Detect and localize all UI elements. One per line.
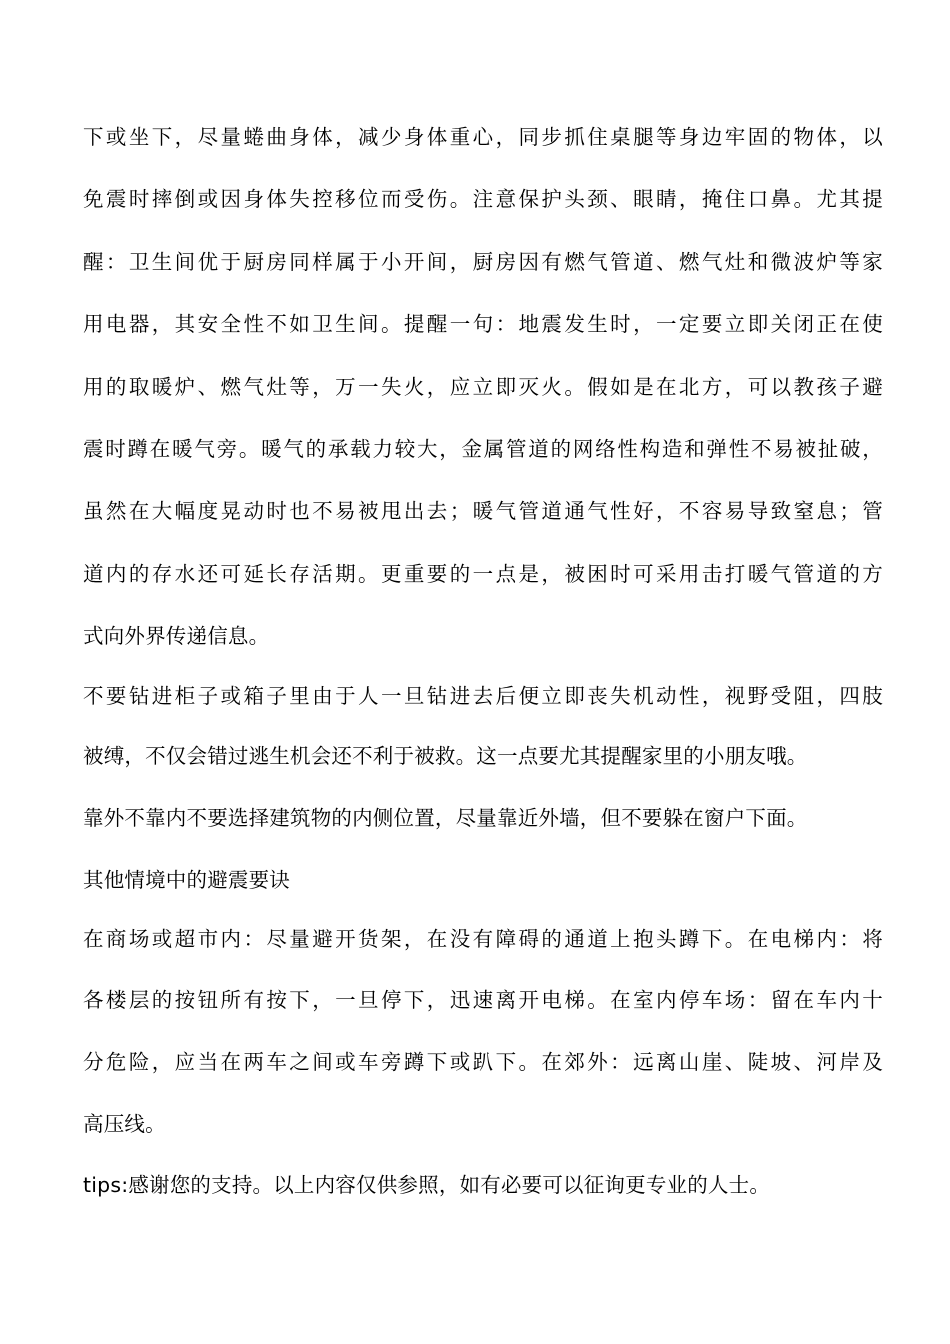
tips-note: tips:感谢您的支持。以上内容仅供参照，如有必要可以征询更专业的人士。 xyxy=(83,1173,771,1197)
paragraph-1-line-4: 用电器，其安全性不如卫生间。提醒一句：地震发生时，一定要立即关闭正在使 xyxy=(83,312,883,336)
paragraph-5-line-2: 各楼层的按钮所有按下，一旦停下，迅速离开电梯。在室内停车场：留在车内十 xyxy=(83,988,883,1012)
paragraph-2-line-2: 被缚，不仅会错过逃生机会还不利于被救。这一点要尤其提醒家里的小朋友哦。 xyxy=(83,744,808,768)
paragraph-1-line-1: 下或坐下，尽量蜷曲身体，减少身体重心，同步抓住桌腿等身边牢固的物体，以 xyxy=(83,125,883,149)
paragraph-1-line-3: 醒：卫生间优于厨房同样属于小开间，厨房因有燃气管道、燃气灶和微波炉等家 xyxy=(83,250,883,274)
paragraph-5-line-4: 高压线。 xyxy=(83,1112,166,1136)
paragraph-5-line-1: 在商场或超市内：尽量避开货架，在没有障碍的通道上抱头蹲下。在电梯内：将 xyxy=(83,927,883,951)
paragraph-1-line-5: 用的取暖炉、燃气灶等，万一失火，应立即灭火。假如是在北方，可以教孩子避 xyxy=(83,375,883,399)
paragraph-5-line-3: 分危险，应当在两车之间或车旁蹲下或趴下。在郊外：远离山崖、陡坡、河岸及 xyxy=(83,1050,883,1074)
paragraph-3-line-1: 靠外不靠内不要选择建筑物的内侧位置，尽量靠近外墙，但不要躲在窗户下面。 xyxy=(83,806,808,830)
section-heading: 其他情境中的避震要诀 xyxy=(83,868,290,892)
paragraph-2-line-1: 不要钻进柜子或箱子里由于人一旦钻进去后便立即丧失机动性，视野受阻，四肢 xyxy=(83,684,883,708)
paragraph-1-line-7: 虽然在大幅度晃动时也不易被甩出去；暖气管道通气性好，不容易导致窒息；管 xyxy=(83,499,883,523)
paragraph-1-line-2: 免震时摔倒或因身体失控移位而受伤。注意保护头颈、眼睛，掩住口鼻。尤其提 xyxy=(83,187,883,211)
paragraph-1-line-8: 道内的存水还可延长存活期。更重要的一点是，被困时可采用击打暖气管道的方 xyxy=(83,562,883,586)
paragraph-1-line-9: 式向外界传递信息。 xyxy=(83,624,270,648)
paragraph-1-line-6: 震时蹲在暖气旁。暖气的承载力较大，金属管道的网络性构造和弹性不易被扯破， xyxy=(83,437,883,461)
